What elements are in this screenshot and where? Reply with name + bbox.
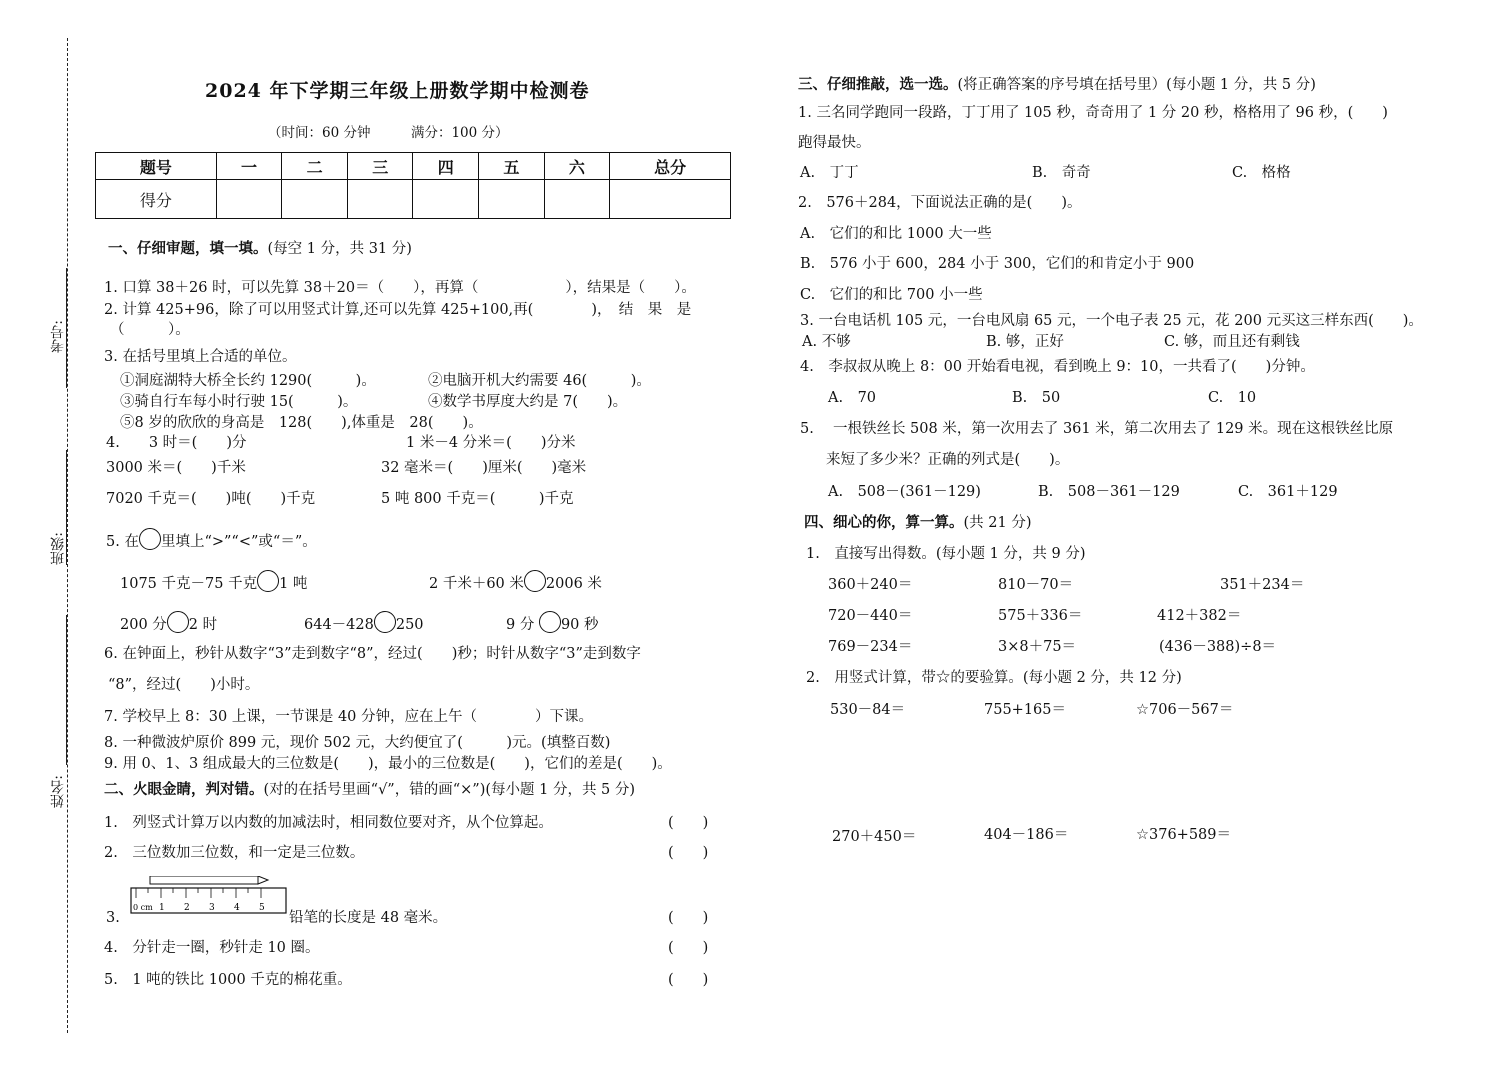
score-row-label: 得分 xyxy=(96,180,217,219)
s1-q9: 9. 用 0、1、3 组成最大的三位数是( )，最小的三位数是( )，它们的差是( )。 xyxy=(104,756,672,772)
s2-item2: 2. 三位数加三位数，和一定是三位数。 xyxy=(104,845,365,861)
ruler-tick-label: 4 xyxy=(234,903,240,913)
score-col: 五 xyxy=(479,153,545,180)
s1-q4-d: 32 毫米＝( )厘米( )毫米 xyxy=(381,460,587,476)
s1-q7: 7. 学校早上 8：30 上课，一节课是 40 分钟，应在上午（ ）下课。 xyxy=(104,709,594,725)
compare-circle[interactable] xyxy=(524,570,546,592)
compare-left: 2 千米＋60 米 xyxy=(429,576,524,592)
name-label: 姓名: xyxy=(50,775,66,808)
s1-q5-b xyxy=(429,570,602,593)
vertical-calc-item: 530－84＝ xyxy=(830,702,906,718)
s2-item3-num: 3. xyxy=(106,910,120,926)
s1-q5 xyxy=(106,528,317,551)
s1-q3-item4: ④数学书厚度大约是 7( )。 xyxy=(428,394,628,410)
answer-paren[interactable]: ( ) xyxy=(668,940,709,956)
vertical-calc-item: 270＋450＝ xyxy=(832,829,917,845)
s1-q5-e xyxy=(506,611,599,634)
s1-q8: 8. 一种微波炉原价 899 元，现价 502 元，大约便宜了( )元。(填整百数) xyxy=(104,735,611,751)
s2-item3: 铅笔的长度是 48 毫米。 xyxy=(289,910,448,926)
compare-circle[interactable] xyxy=(374,611,396,633)
s3-q1-line2: 跑得最快。 xyxy=(798,135,871,151)
s3-q2: 2. 576＋284，下面说法正确的是( )。 xyxy=(798,195,1082,211)
s3-q3-opt-a: A. 不够 xyxy=(802,334,851,350)
s3-q5-opt-b: B. 508－361－129 xyxy=(1038,484,1180,500)
calc-item: 351＋234＝ xyxy=(1220,577,1305,593)
section3-title: 三、仔细推敲，选一选。 xyxy=(798,76,958,93)
calc-item: 575＋336＝ xyxy=(998,608,1083,624)
compare-left: 200 分 xyxy=(120,617,167,633)
s3-q2-opt-b: B. 576 小于 600，284 小于 300，它们的和肯定小于 900 xyxy=(800,256,1195,272)
s1-q1: 1. 口算 38＋26 时，可以先算 38＋20＝（ ），再算（ ），结果是（ ）。 xyxy=(104,280,696,296)
calc-item: 720－440＝ xyxy=(828,608,913,624)
score-col: 二 xyxy=(282,153,348,180)
s1-q6-line2: “8”，经过( )小时。 xyxy=(108,677,260,693)
section4-title: 四、细心的你，算一算。 xyxy=(804,514,964,531)
score-col: 四 xyxy=(413,153,479,180)
s1-q2-line2: （ ）。 xyxy=(110,322,190,338)
ruler-tick-label: 3 xyxy=(209,903,215,913)
vertical-calc-item: ☆706－567＝ xyxy=(1136,702,1234,718)
ruler-tick-label: 1 xyxy=(159,903,165,913)
section2-title: 二、火眼金睛，判对错。 xyxy=(104,781,264,798)
s1-q4-a: 4. 3 时＝( )分 xyxy=(106,435,247,451)
class-label: 班级: xyxy=(50,532,66,565)
pencil-tip xyxy=(258,876,268,884)
score-table xyxy=(95,152,731,219)
answer-paren[interactable]: ( ) xyxy=(668,845,709,861)
section4-heading xyxy=(804,514,1031,532)
compare-circle[interactable] xyxy=(167,611,189,633)
calc-item: 360＋240＝ xyxy=(828,577,913,593)
s1-q4-f: 5 吨 800 千克＝( )千克 xyxy=(381,491,574,507)
vertical-calc-item: 404－186＝ xyxy=(984,827,1069,843)
exam-no-label: 考号: xyxy=(50,320,66,353)
s3-q2-opt-a: A. 它们的和比 1000 大一些 xyxy=(800,226,992,242)
s1-q3-item2: ②电脑开机大约需要 46( )。 xyxy=(428,373,651,389)
section1-title: 一、仔细审题，填一填。 xyxy=(108,240,268,257)
s1-q3-item5: ⑤8 岁的欣欣的身高是 128( ),体重是 28( )。 xyxy=(120,415,483,431)
score-table-header: 题号 xyxy=(96,153,217,180)
calc-item: 3×8＋75＝ xyxy=(998,639,1077,655)
vertical-calc-item: ☆376+589＝ xyxy=(1136,827,1232,843)
s1-q5-a xyxy=(120,570,307,593)
calc-item: (436－388)÷8＝ xyxy=(1159,639,1277,655)
score-cell[interactable] xyxy=(610,180,731,219)
s1-q5-c xyxy=(120,611,217,634)
section2-heading xyxy=(104,781,635,799)
compare-left: 1075 千克－75 千克 xyxy=(120,576,258,592)
compare-left: 9 分 xyxy=(506,617,535,633)
score-cell[interactable] xyxy=(282,180,348,219)
s3-q1-opt-c: C. 格格 xyxy=(1232,165,1291,181)
s3-q1-opt-b: B. 奇奇 xyxy=(1032,165,1091,181)
s3-q5-line1: 5. 一根铁丝长 508 米，第一次用去了 361 米，第二次用去了 129 米。现在这根铁丝比原 xyxy=(800,421,1394,437)
answer-paren[interactable]: ( ) xyxy=(668,972,709,988)
ruler-ticks xyxy=(136,888,261,898)
compare-right: 2006 米 xyxy=(545,576,602,592)
s2-item5: 5. 1 吨的铁比 1000 千克的棉花重。 xyxy=(104,972,352,988)
s1-q5-d xyxy=(304,611,424,634)
compare-left: 644－428 xyxy=(304,617,374,633)
s3-q2-opt-c: C. 它们的和比 700 小一些 xyxy=(800,287,983,303)
name-line xyxy=(66,615,67,765)
compare-circle-icon xyxy=(139,528,161,550)
compare-right: 250 xyxy=(395,617,424,633)
calc-item: 810－70＝ xyxy=(998,577,1074,593)
score-cell[interactable] xyxy=(413,180,479,219)
s3-q4: 4. 李叔叔从晚上 8：00 开始看电视，看到晚上 9：10，一共看了( )分钟。 xyxy=(800,359,1315,375)
score-cell[interactable] xyxy=(544,180,610,219)
compare-circle[interactable] xyxy=(257,570,279,592)
score-cell[interactable] xyxy=(347,180,413,219)
s1-q2-line1: 2. 计算 425+96，除了可以用竖式计算,还可以先算 425+100,再( )， 结 果 是 xyxy=(104,302,692,318)
s2-item4: 4. 分针走一圈，秒针走 10 圈。 xyxy=(104,940,320,956)
s3-q3: 3. 一台电话机 105 元，一台电风扇 65 元，一个电子表 25 元，花 200 元买这三样东西( )。 xyxy=(800,313,1423,329)
s3-q5-opt-a: A. 508－(361－129) xyxy=(828,484,981,500)
s3-q1-line1: 1. 三名同学跑同一段路，丁丁用了 105 秒，奇奇用了 1 分 20 秒，格格用了 96 秒，( ) xyxy=(798,105,1388,121)
pencil-icon xyxy=(150,876,258,884)
s1-q3-item1: ①洞庭湖特大桥全长约 1290( )。 xyxy=(120,373,376,389)
score-col: 三 xyxy=(347,153,413,180)
section2-note: (对的在括号里画“√”，错的画“×”)(每小题 1 分，共 5 分) xyxy=(263,782,636,798)
ruler-unit: 0 cm xyxy=(133,903,153,912)
compare-circle[interactable] xyxy=(539,611,561,633)
section3-heading xyxy=(798,76,1316,94)
answer-paren[interactable]: ( ) xyxy=(668,815,709,831)
s1-q4-c: 3000 米＝( )千米 xyxy=(106,460,246,476)
s3-q4-opt-b: B. 50 xyxy=(1012,390,1061,406)
s1-q3-item3: ③骑自行车每小时行驶 15( )。 xyxy=(120,394,358,410)
s4-part1: 1. 直接写出得数。(每小题 1 分，共 9 分) xyxy=(806,546,1086,562)
compare-right: 90 秒 xyxy=(560,617,599,633)
score-col: 六 xyxy=(544,153,610,180)
calc-item: 769－234＝ xyxy=(828,639,913,655)
s3-q3-opt-b: B. 够，正好 xyxy=(986,334,1064,350)
score-col: 一 xyxy=(216,153,282,180)
ruler-tick-label: 2 xyxy=(184,903,190,913)
ruler-tick-label: 5 xyxy=(259,903,265,913)
section1-heading xyxy=(108,240,412,258)
compare-right: 2 时 xyxy=(188,617,218,633)
compare-right: 1 吨 xyxy=(279,576,308,592)
s2-item1: 1. 列竖式计算万以内数的加减法时，相同数位要对齐，从个位算起。 xyxy=(104,815,553,831)
s1-q5-pre: 5. 在 xyxy=(106,534,139,550)
exam-subtitle: （时间：60 分钟 满分：100 分） xyxy=(268,125,509,141)
s3-q4-opt-a: A. 70 xyxy=(828,390,877,406)
s4-part2: 2. 用竖式计算，带☆的要验算。(每小题 2 分，共 12 分) xyxy=(806,670,1182,686)
score-col: 总分 xyxy=(610,153,731,180)
section1-note: (每空 1 分，共 31 分) xyxy=(267,241,412,257)
s1-q4-e: 7020 千克＝( )吨( )千克 xyxy=(106,491,316,507)
s1-q6-line1: 6. 在钟面上，秒针从数字“3”走到数字“8”，经过( )秒；时针从数字“3”走到数字 xyxy=(104,646,641,662)
calc-item: 412＋382＝ xyxy=(1157,608,1242,624)
s3-q5-opt-c: C. 361＋129 xyxy=(1238,484,1338,500)
exam-title: 2024 年下学期三年级上册数学期中检测卷 xyxy=(205,80,590,102)
s1-q4-b: 1 米－4 分米＝( )分米 xyxy=(406,435,576,451)
section4-note: (共 21 分) xyxy=(963,515,1032,531)
s3-q1-opt-a: A. 丁丁 xyxy=(800,165,859,181)
s3-q5-line2: 来短了多少米？正确的列式是( )。 xyxy=(826,452,1070,468)
score-cell[interactable] xyxy=(216,180,282,219)
ruler-pencil-image xyxy=(130,876,288,914)
answer-paren[interactable]: ( ) xyxy=(668,910,709,926)
s3-q4-opt-c: C. 10 xyxy=(1208,390,1257,406)
s1-q5-post: 里填上“>”“<”或“＝”。 xyxy=(160,534,317,550)
vertical-calc-item: 755+165＝ xyxy=(984,702,1067,718)
s3-q3-opt-c: C. 够，而且还有剩钱 xyxy=(1164,334,1300,350)
section3-note: (将正确答案的序号填在括号里）(每小题 1 分，共 5 分) xyxy=(957,77,1316,93)
score-cell[interactable] xyxy=(479,180,545,219)
s1-q3: 3. 在括号里填上合适的单位。 xyxy=(104,349,297,365)
